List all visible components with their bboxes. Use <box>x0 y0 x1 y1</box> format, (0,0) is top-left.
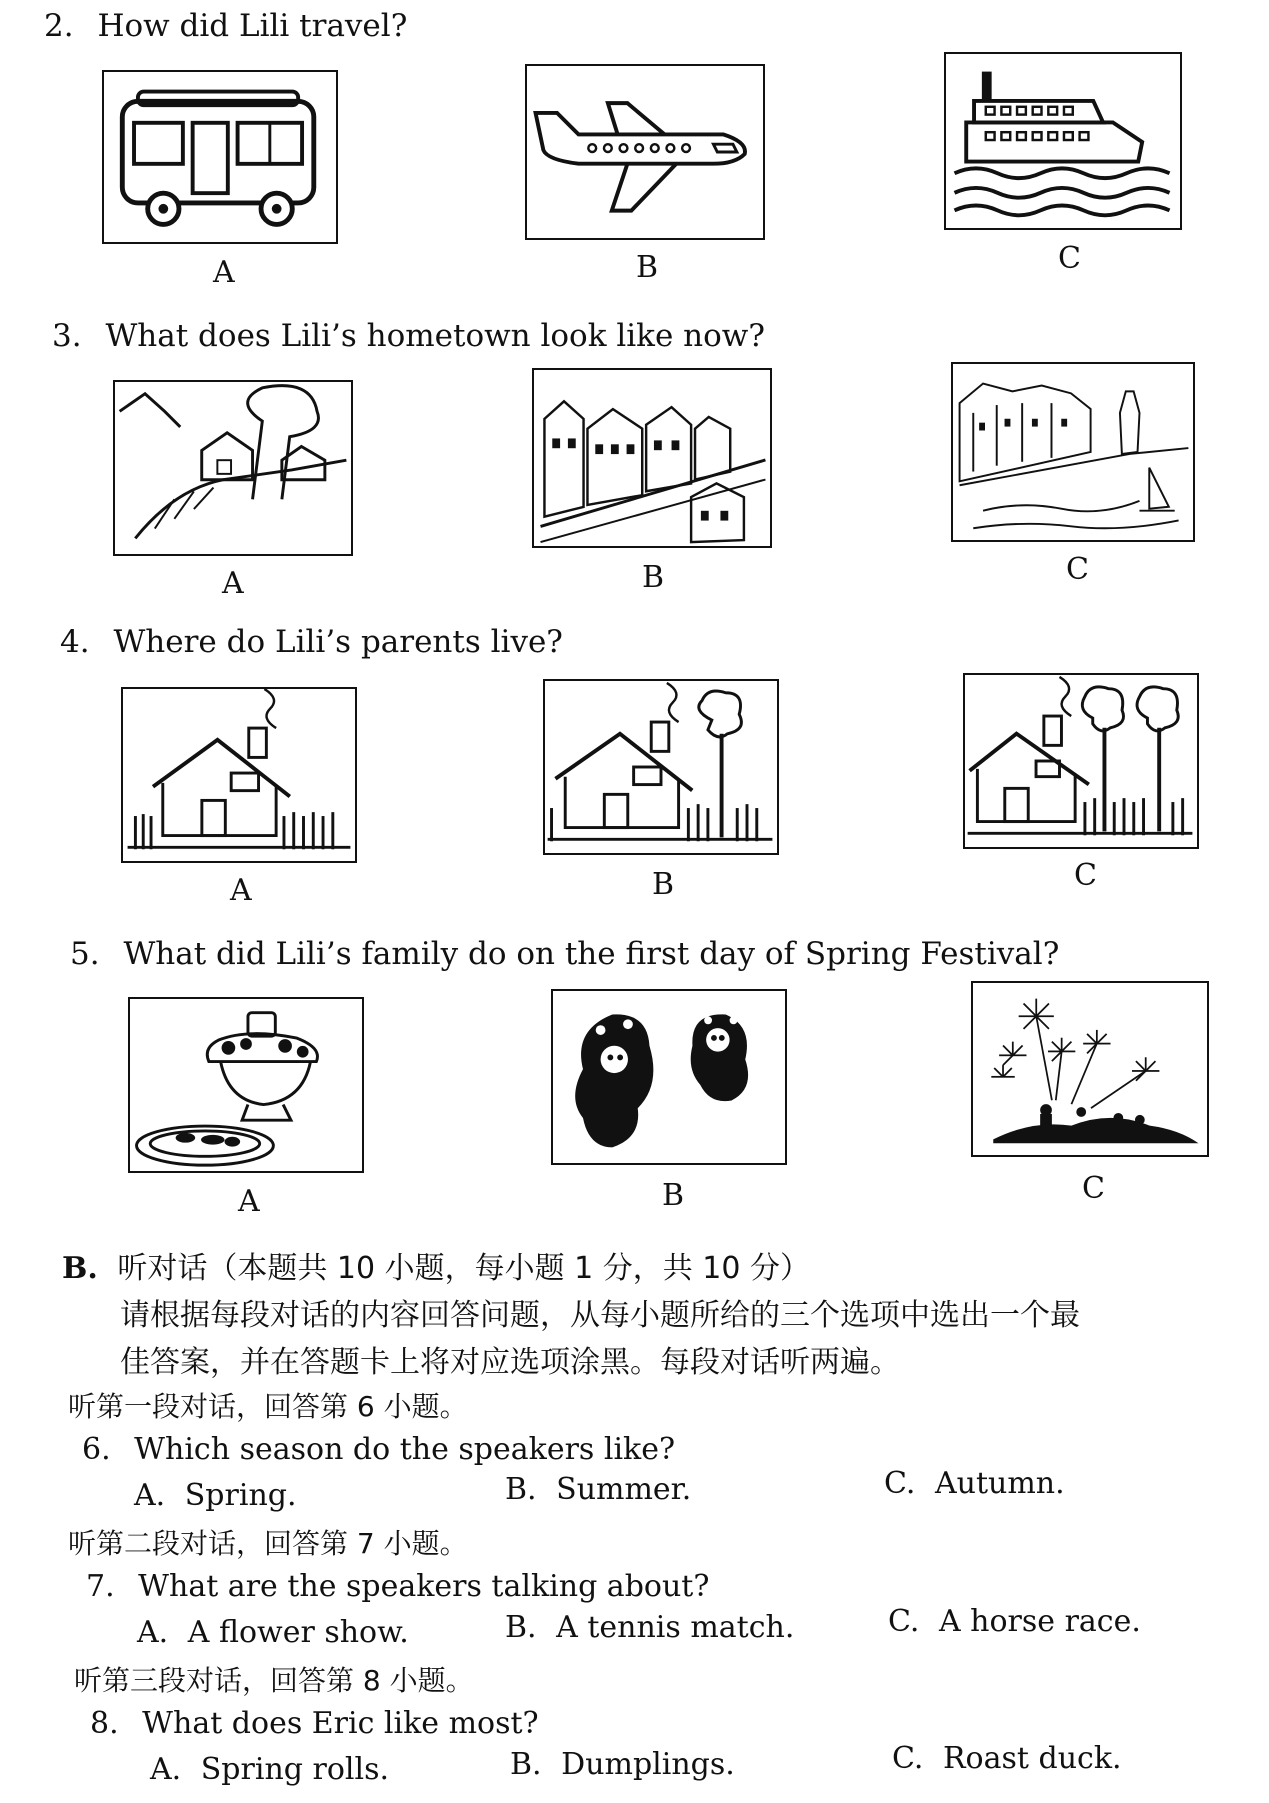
option-b[interactable] <box>510 1747 735 1782</box>
option-c[interactable] <box>888 1604 1141 1639</box>
option-label: C <box>1074 858 1097 893</box>
question-2 <box>44 8 407 44</box>
question-6 <box>82 1432 675 1467</box>
option-letter: C. <box>892 1741 924 1776</box>
section-b-heading <box>62 1243 810 1287</box>
ship-icon <box>946 54 1180 228</box>
option-letter: A. <box>137 1615 169 1650</box>
dialogue-intro: 听第三段对话，回答第 8 小题。 <box>74 1664 474 1697</box>
question-number: 7. <box>86 1569 115 1604</box>
option-label: B <box>642 560 665 595</box>
option-text: Summer. <box>556 1472 692 1507</box>
option-label: C <box>1082 1171 1105 1206</box>
option-label: A <box>213 255 235 290</box>
option-text: A flower show. <box>187 1615 409 1650</box>
option-letter: A. <box>150 1752 182 1787</box>
section-letter: B. <box>62 1251 98 1286</box>
option-label: C <box>1066 552 1089 587</box>
option-c-image[interactable] <box>971 981 1209 1157</box>
question-text: What does Lili’s hometown look like now? <box>105 318 765 354</box>
question-text: How did Lili travel? <box>97 8 408 44</box>
house-two-trees-icon <box>965 675 1197 847</box>
question-text: Where do Lili’s parents live? <box>113 624 563 660</box>
question-4 <box>60 624 563 660</box>
question-text: What does Eric like most? <box>142 1706 539 1741</box>
option-b[interactable] <box>505 1472 691 1507</box>
question-8 <box>90 1706 539 1741</box>
fireworks-icon <box>973 983 1207 1155</box>
option-label: C <box>1058 241 1081 276</box>
option-text: Autumn. <box>934 1466 1065 1501</box>
option-letter: C. <box>884 1466 916 1501</box>
option-letter: C. <box>888 1604 920 1639</box>
option-b-image[interactable] <box>543 679 779 855</box>
airplane-icon <box>527 66 763 238</box>
option-label: B <box>636 250 659 285</box>
question-text: What did Lili’s family do on the first day of Spring Festival? <box>123 936 1060 972</box>
option-a[interactable] <box>134 1478 297 1513</box>
countryside-house-icon <box>115 382 351 554</box>
option-text: Spring. <box>184 1478 297 1513</box>
option-c-image[interactable] <box>951 362 1195 542</box>
option-a[interactable] <box>137 1615 409 1650</box>
option-label: A <box>230 873 252 908</box>
option-label: A <box>222 566 244 601</box>
seaside-town-icon <box>953 364 1193 540</box>
option-a-image[interactable] <box>102 70 338 244</box>
option-a-image[interactable] <box>121 687 357 863</box>
section-instruction-line1: 请根据每段对话的内容回答问题，从每小题所给的三个选项中选出一个最 <box>120 1298 1080 1333</box>
bus-icon <box>104 72 336 242</box>
option-letter: A. <box>134 1478 166 1513</box>
option-a[interactable] <box>150 1752 389 1787</box>
option-b[interactable] <box>505 1610 794 1645</box>
option-letter: B. <box>510 1747 542 1782</box>
option-text: A tennis match. <box>556 1610 795 1645</box>
option-b-image[interactable] <box>551 989 787 1165</box>
option-letter: B. <box>505 1610 537 1645</box>
option-a-image[interactable] <box>128 997 364 1173</box>
option-text: Roast duck. <box>942 1741 1122 1776</box>
question-5 <box>70 936 1059 972</box>
dialogue-intro: 听第二段对话，回答第 7 小题。 <box>68 1527 468 1560</box>
option-c-image[interactable] <box>963 673 1199 849</box>
option-letter: B. <box>505 1472 537 1507</box>
option-b-image[interactable] <box>532 368 772 548</box>
option-a-image[interactable] <box>113 380 353 556</box>
section-heading-text: 听对话（本题共 10 小题，每小题 1 分，共 10 分） <box>117 1251 811 1286</box>
lion-dance-icon <box>553 991 785 1163</box>
food-bowl-icon <box>130 999 362 1171</box>
question-number: 4. <box>60 624 90 660</box>
option-c-image[interactable] <box>944 52 1182 230</box>
option-b-image[interactable] <box>525 64 765 240</box>
question-number: 6. <box>82 1432 111 1467</box>
question-3 <box>52 318 765 354</box>
question-text: What are the speakers talking about? <box>138 1569 710 1604</box>
house-no-tree-icon <box>123 689 355 861</box>
option-text: Spring rolls. <box>200 1752 390 1787</box>
question-number: 8. <box>90 1706 119 1741</box>
section-instruction-line2: 佳答案，并在答题卡上将对应选项涂黑。每段对话听两遍。 <box>120 1345 900 1380</box>
option-c[interactable] <box>884 1466 1065 1501</box>
option-label: B <box>652 867 675 902</box>
dialogue-intro: 听第一段对话，回答第 6 小题。 <box>68 1390 468 1423</box>
house-one-tree-icon <box>545 681 777 853</box>
question-number: 3. <box>52 318 82 354</box>
option-text: Dumplings. <box>561 1747 735 1782</box>
option-label: B <box>662 1178 685 1213</box>
option-text: A horse race. <box>938 1604 1141 1639</box>
question-text: Which season do the speakers like? <box>134 1432 676 1467</box>
street-buildings-icon <box>534 370 770 546</box>
option-c[interactable] <box>892 1741 1122 1776</box>
question-number: 2. <box>44 8 74 44</box>
question-number: 5. <box>70 936 100 972</box>
option-label: A <box>238 1184 260 1219</box>
question-7 <box>86 1569 709 1604</box>
